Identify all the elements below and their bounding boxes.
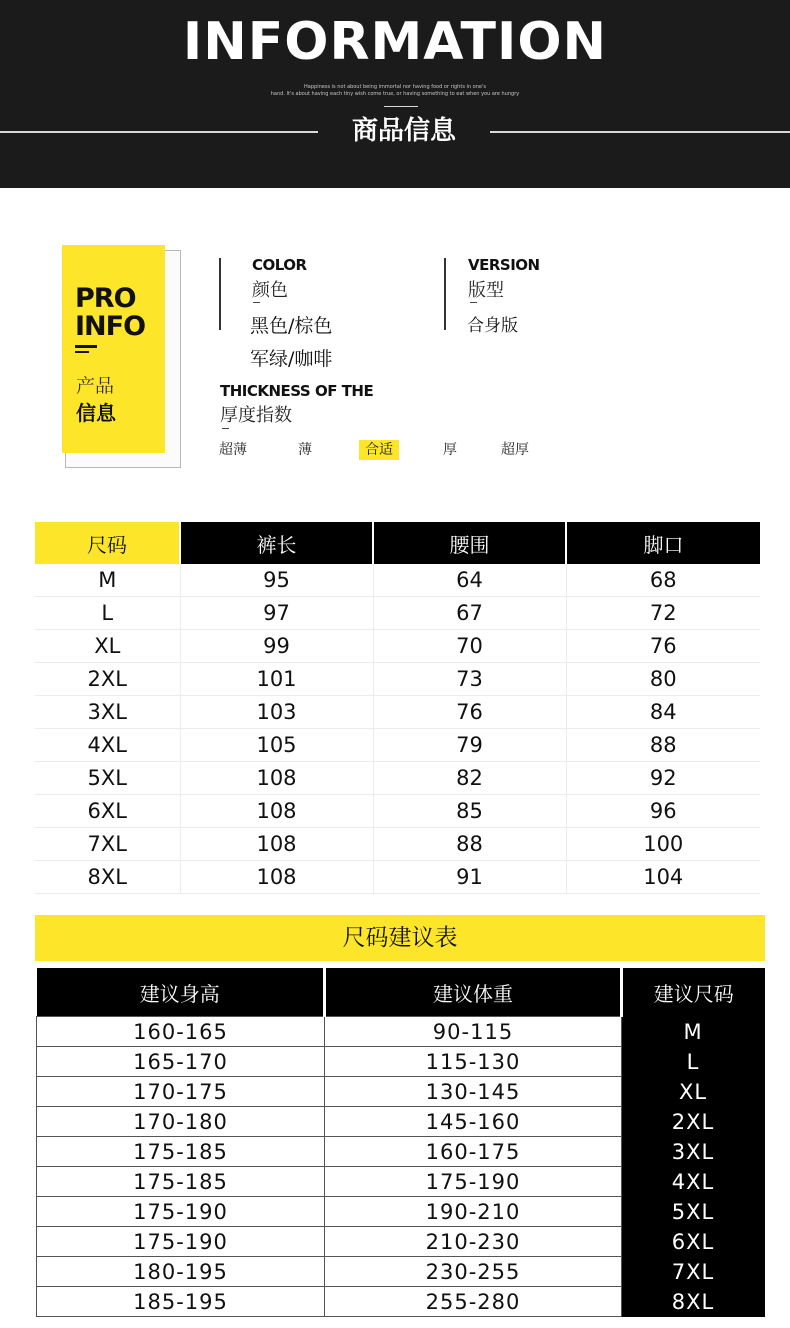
table-row [37,1197,765,1227]
table-row [37,1167,765,1197]
cell: 72 [566,597,760,630]
cell: 91 [373,861,566,894]
size-table [35,522,760,894]
cell: 2XL [622,1107,765,1137]
cell: 104 [566,861,760,894]
cell: 84 [566,696,760,729]
column-header-size: 尺码 [35,522,180,564]
cell: 90-115 [325,1017,622,1047]
table-row [35,597,760,630]
cell: 108 [180,762,373,795]
divider [384,106,418,107]
cell: 170-175 [37,1077,325,1107]
cell: 67 [373,597,566,630]
cell: 99 [180,630,373,663]
cell: 4XL [35,729,180,762]
badge-en-line-2: INFO [75,311,146,342]
thickness-option-extra-thin: 超薄 [219,442,247,458]
divider [219,258,221,330]
cell: 3XL [35,696,180,729]
cell: 230-255 [325,1257,622,1287]
table-row [37,1077,765,1107]
cell: M [622,1017,765,1047]
badge-dash [75,345,97,348]
cell: 170-180 [37,1107,325,1137]
cell: 210-230 [325,1227,622,1257]
cell: 175-190 [325,1167,622,1197]
cell: 160-175 [325,1137,622,1167]
cell: 5XL [622,1197,765,1227]
version-label-en: VERSION [468,256,540,274]
column-header-height: 建议身高 [37,968,325,1017]
page-title: INFORMATION [182,12,608,72]
table-row [37,1287,765,1317]
table-row [35,663,760,696]
cell: 8XL [35,861,180,894]
cell: 6XL [622,1227,765,1257]
divider [444,258,446,330]
table-row [35,696,760,729]
column-header-waist: 腰围 [373,522,566,564]
thickness-option-medium: 合适 [359,440,399,460]
header-banner [0,0,790,188]
thickness-option-thin: 薄 [298,442,312,458]
cell: 255-280 [325,1287,622,1317]
cell: 130-145 [325,1077,622,1107]
cell: XL [35,630,180,663]
table-header-row [35,522,760,564]
color-value-2: 军绿/咖啡 [250,348,333,370]
pro-info-badge [62,245,165,453]
cell: 6XL [35,795,180,828]
version-value: 合身版 [467,316,518,336]
table-header-row [37,968,765,1017]
cell: 100 [566,828,760,861]
cell: 70 [373,630,566,663]
cell: 108 [180,828,373,861]
column-header-weight: 建议体重 [325,968,622,1017]
color-label-en: COLOR [252,256,307,274]
cell: 85 [373,795,566,828]
cell: 79 [373,729,566,762]
cell: M [35,564,180,597]
badge-cn-line-2: 信息 [76,401,116,425]
thickness-option-extra-thick: 超厚 [501,442,529,458]
cell: 82 [373,762,566,795]
cell: 185-195 [37,1287,325,1317]
cell: 175-185 [37,1137,325,1167]
cell: 95 [180,564,373,597]
dash [470,302,477,303]
table-row [35,828,760,861]
cell: 88 [373,828,566,861]
cell: 88 [566,729,760,762]
table-row [37,1047,765,1077]
cell: 115-130 [325,1047,622,1077]
table-row [35,795,760,828]
dash [222,428,229,429]
cell: 4XL [622,1167,765,1197]
cell: 103 [180,696,373,729]
cell: 165-170 [37,1047,325,1077]
table-row [37,1107,765,1137]
divider-left [0,131,318,133]
cell: 2XL [35,663,180,696]
cell: 190-210 [325,1197,622,1227]
cell: 7XL [35,828,180,861]
version-label-cn: 版型 [468,280,504,301]
cell: 108 [180,861,373,894]
cell: 175-190 [37,1227,325,1257]
cell: 7XL [622,1257,765,1287]
color-value-1: 黑色/棕色 [250,315,333,337]
cell: 80 [566,663,760,696]
badge-en-text [75,285,145,341]
table-row [37,1227,765,1257]
cell: 180-195 [37,1257,325,1287]
cell: 108 [180,795,373,828]
cell: 76 [373,696,566,729]
table-row [35,762,760,795]
cell: 96 [566,795,760,828]
cell: 175-190 [37,1197,325,1227]
recommendation-table [36,968,765,1317]
divider-right [490,131,790,133]
cell: 92 [566,762,760,795]
badge-cn-line-1: 产品 [76,375,115,397]
table-row [37,1257,765,1287]
cell: 8XL [622,1287,765,1317]
cell: 145-160 [325,1107,622,1137]
table-row [35,564,760,597]
table-row [37,1137,765,1167]
cell: L [622,1047,765,1077]
cell: 5XL [35,762,180,795]
tagline-line-2: hand. It's about having each tiny wish come true, or having something to eat when you are hungry [270,91,520,97]
cell: 175-185 [37,1167,325,1197]
thickness-option-thick: 厚 [443,442,457,458]
dash [253,302,260,303]
badge-dash [75,351,89,353]
cell: L [35,597,180,630]
cell: 68 [566,564,760,597]
cell: 97 [180,597,373,630]
cell: 73 [373,663,566,696]
cell: 101 [180,663,373,696]
cell: 160-165 [37,1017,325,1047]
cell: 3XL [622,1137,765,1167]
thickness-label-cn: 厚度指数 [220,405,292,426]
table-row [35,861,760,894]
column-header-hem: 脚口 [566,522,760,564]
table-row [35,729,760,762]
table-row [35,630,760,663]
cell: XL [622,1077,765,1107]
cell: 64 [373,564,566,597]
tagline-line-1: Happiness is not about being immortal nor having food or rights in one's [304,84,486,90]
recommendation-title: 尺码建议表 [35,915,765,961]
thickness-label-en: THICKNESS OF THE [220,382,374,400]
column-header-size: 建议尺码 [622,968,765,1017]
section-subtitle: 商品信息 [351,116,456,146]
column-header-length: 裤长 [180,522,373,564]
badge-en-line-1: PRO [75,283,136,314]
color-label-cn: 颜色 [252,280,288,301]
cell: 105 [180,729,373,762]
cell: 76 [566,630,760,663]
table-row [37,1017,765,1047]
